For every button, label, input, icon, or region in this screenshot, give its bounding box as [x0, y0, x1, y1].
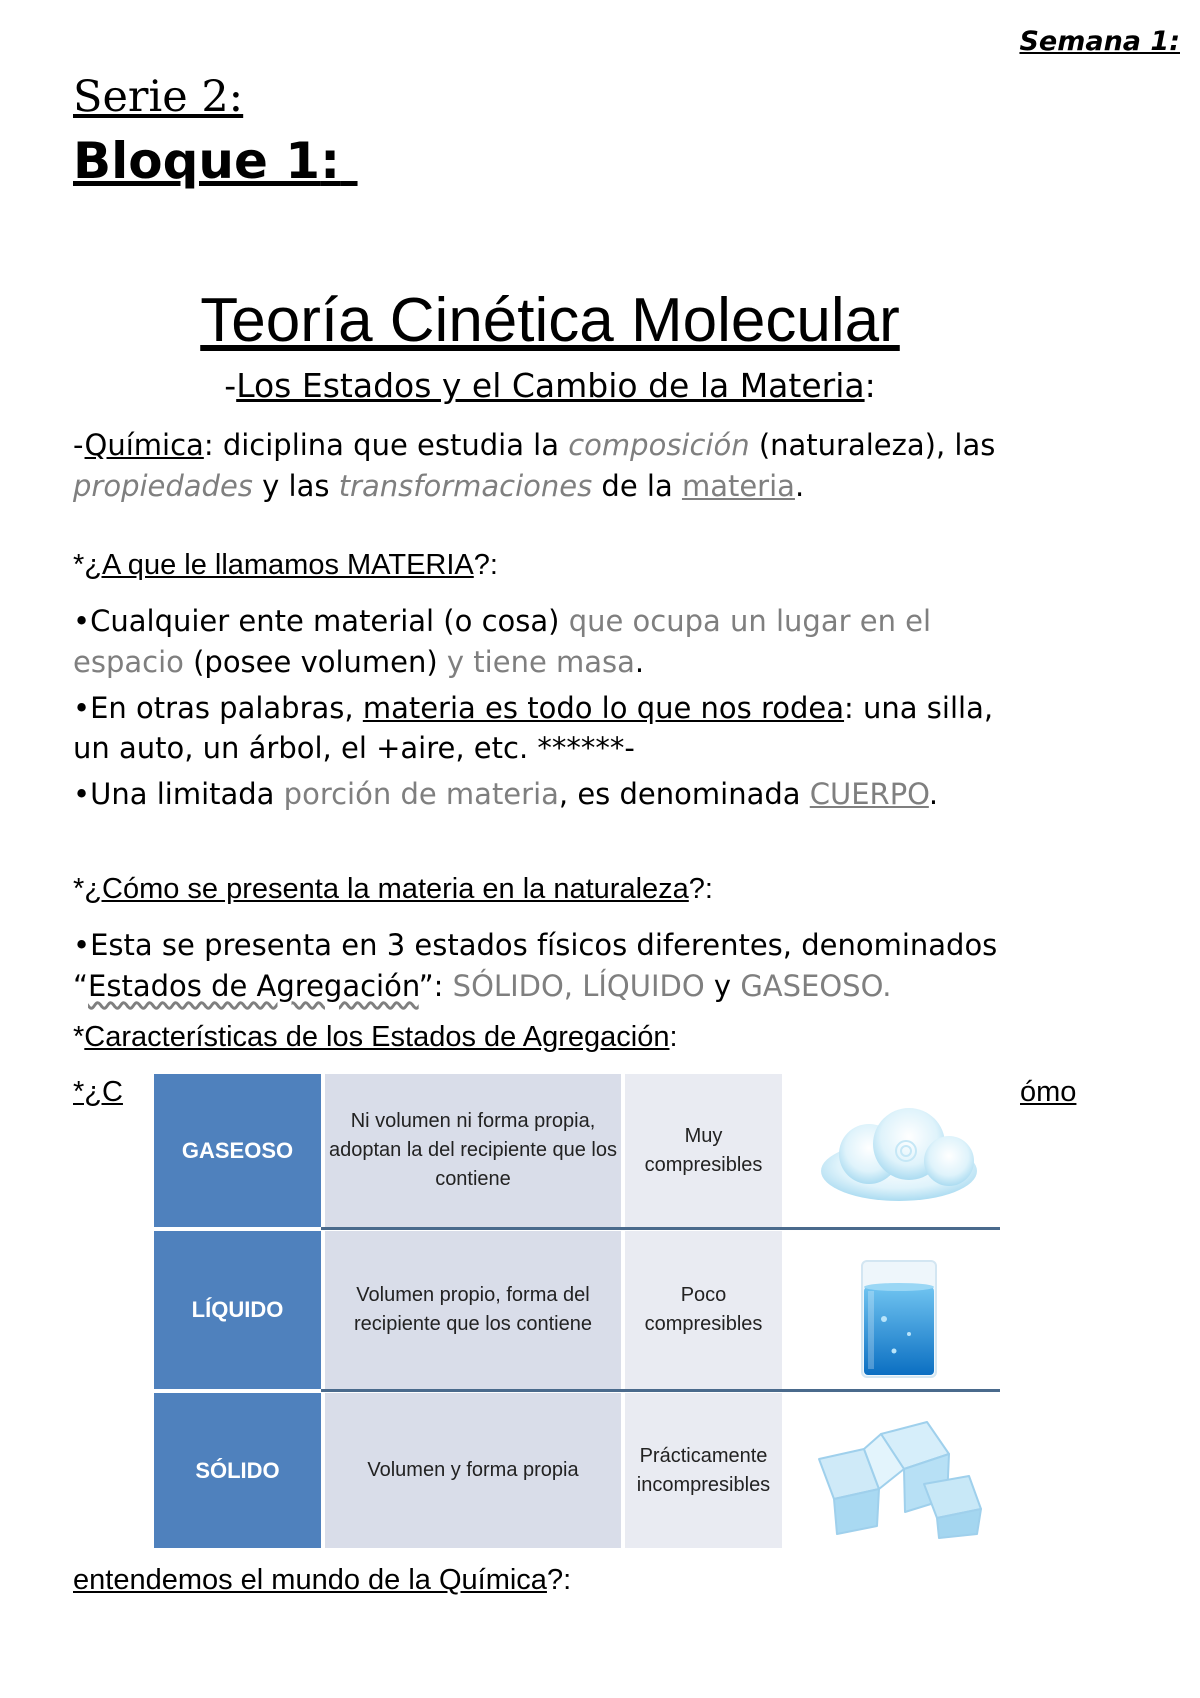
liquido-term: LÍQUIDO	[582, 969, 705, 1003]
gaseoso-term: GASEOSO	[740, 969, 883, 1003]
question-star: *	[73, 1021, 85, 1053]
bullet-estados-line2	[73, 969, 891, 1003]
week-label: Semana 1:	[1019, 26, 1180, 57]
quimica-text: de la	[592, 469, 682, 503]
series-title: Serie 2:	[73, 72, 244, 122]
bullet-text: .	[928, 777, 939, 811]
row-divider	[321, 1389, 1000, 1392]
state-label-liquido: LÍQUIDO	[154, 1231, 321, 1389]
block-colon: :	[320, 132, 341, 190]
ice-cubes-icon	[809, 1414, 989, 1539]
question-naturaleza	[73, 873, 713, 906]
bullet-gray-text: espacio	[73, 645, 184, 679]
question-quimica-end	[73, 1564, 571, 1597]
question-end: ?:	[473, 549, 498, 581]
bullet-text: (posee volumen)	[183, 645, 447, 679]
bullet-text: •En otras palabras,	[73, 691, 363, 725]
bullet-text: , es denominada	[558, 777, 810, 811]
question-materia	[73, 549, 498, 582]
bullet-text: : una silla,	[844, 691, 994, 725]
bullet-gray-text: que ocupa un lugar en el	[568, 604, 932, 638]
question-end: :	[669, 1021, 678, 1053]
bullet-gray-text: porción de materia	[283, 777, 559, 811]
quimica-dash: -	[73, 428, 85, 462]
bullet-gray-text: .	[882, 969, 892, 1003]
block-trailing-space	[340, 132, 357, 190]
question-quimica-right	[1020, 1076, 1076, 1109]
transformaciones-term: transformaciones	[338, 469, 593, 503]
question-caracteristicas	[73, 1021, 678, 1054]
bullet-materia-1-line2	[73, 645, 644, 679]
bullet-materia-1-line1	[73, 604, 931, 638]
quimica-text: : diciplina que estudia la	[203, 428, 569, 462]
bullet-text: “	[73, 969, 89, 1003]
question-star: *	[73, 873, 85, 905]
cuerpo-term: CUERPO	[809, 777, 929, 811]
block-label: Bloque 1	[73, 132, 321, 190]
question-text: *¿C	[73, 1076, 123, 1108]
cloud-icon	[814, 1099, 984, 1209]
state-label-solido: SÓLIDO	[154, 1393, 321, 1548]
block-title	[73, 132, 358, 190]
question-text: ¿A que le llamamos MATERIA	[84, 549, 474, 581]
bullet-text: y	[704, 969, 741, 1003]
state-label-gaseoso: GASEOSO	[154, 1074, 321, 1227]
bullet-text: .	[634, 645, 645, 679]
bullet-text: •Cualquier ente material (o cosa)	[73, 604, 569, 638]
question-end: ?:	[688, 873, 713, 905]
bullet-gray-text: y tiene masa	[446, 645, 635, 679]
subtitle-text: Los Estados y el Cambio de la Materia	[236, 366, 865, 405]
question-end: ?:	[546, 1564, 572, 1596]
row-divider	[321, 1227, 1000, 1230]
subtitle-dash: -	[224, 366, 237, 405]
quimica-text: y las	[252, 469, 339, 503]
water-beaker-icon	[854, 1259, 944, 1379]
subtitle-colon: :	[864, 366, 876, 405]
bullet-materia-2-line1	[73, 691, 993, 725]
question-text: entendemos el mundo de la Química	[73, 1564, 547, 1596]
page-subtitle	[0, 366, 1100, 405]
quimica-text: (naturaleza), las	[749, 428, 996, 462]
bullet-text: •Una limitada	[73, 777, 284, 811]
propiedades-term: propiedades	[73, 469, 253, 503]
quimica-text: .	[794, 469, 805, 503]
composicion-term: composición	[568, 428, 750, 462]
materia-term: materia	[681, 469, 795, 503]
question-quimica-start	[73, 1076, 123, 1109]
quimica-definition-line2	[73, 469, 804, 503]
state-compressibility-solido: Prácticamente incompresibles	[625, 1393, 782, 1548]
state-shape-liquido: Volumen propio, forma del recipiente que los contiene	[325, 1231, 621, 1389]
state-shape-solido: Volumen y forma propia	[325, 1393, 621, 1548]
bullet-text: ”:	[418, 969, 453, 1003]
bullet-gray-text: ,	[563, 969, 583, 1003]
question-text: ómo	[1020, 1076, 1077, 1108]
page-title: Teoría Cinética Molecular	[200, 286, 900, 355]
state-compressibility-liquido: Poco compresibles	[625, 1231, 782, 1389]
question-text: ¿Cómo se presenta la materia en la naturaleza	[84, 873, 689, 905]
solido-term: SÓLIDO	[452, 969, 564, 1003]
state-compressibility-gaseoso: Muy compresibles	[625, 1074, 782, 1227]
state-shape-gaseoso: Ni volumen ni forma propia, adoptan la del recipiente que los contiene	[325, 1074, 621, 1227]
estados-agregacion-term: Estados de Agregación	[88, 969, 419, 1003]
bullet-underlined-text: materia es todo lo que nos rodea	[362, 691, 845, 725]
quimica-term: Química	[84, 428, 204, 462]
quimica-definition-line1	[73, 428, 995, 462]
bullet-estados-line1: •Esta se presenta en 3 estados físicos diferentes, denominados	[73, 928, 998, 962]
bullet-materia-2-line2: un auto, un árbol, el +aire, etc. ******-	[73, 731, 635, 765]
states-table	[154, 1074, 1000, 1548]
question-star: *	[73, 549, 85, 581]
bullet-materia-3	[73, 777, 938, 811]
question-text: Características de los Estados de Agregación	[84, 1021, 670, 1053]
